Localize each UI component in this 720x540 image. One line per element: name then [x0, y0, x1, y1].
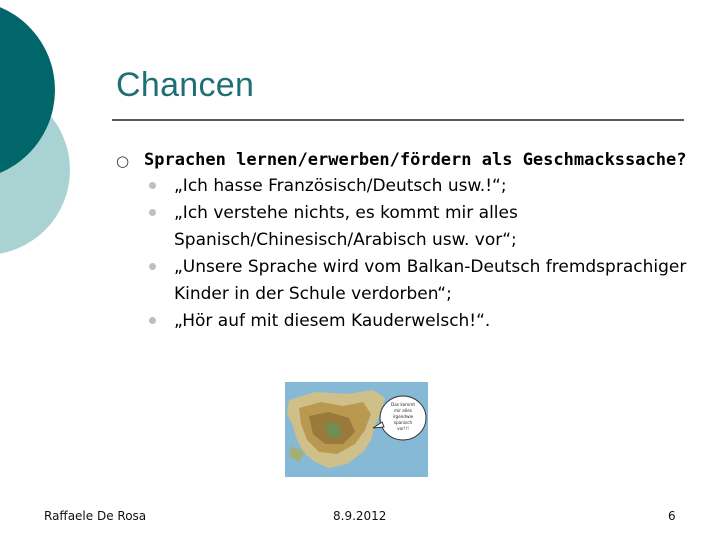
decorative-circles	[0, 0, 90, 300]
footer-page-number: 6	[668, 509, 676, 523]
svg-text:Das kommt: Das kommt	[391, 402, 415, 407]
dot-bullet-icon	[149, 209, 156, 216]
main-bullet	[116, 148, 706, 173]
slide-body	[116, 148, 706, 335]
sub-bullet-list	[116, 173, 706, 335]
footer-author: Raffaele De Rosa	[44, 509, 147, 523]
sub-bullet-text: „Hör auf mit diesem Kauderwelsch!“.	[174, 311, 491, 331]
spain-map-image	[285, 382, 428, 477]
svg-text:spanisch: spanisch	[393, 420, 413, 425]
list-item	[116, 173, 706, 200]
main-bullet-text: Sprachen lernen/erwerben/fördern als Geschmackssache?	[144, 150, 687, 170]
slide-title: Chancen	[116, 66, 255, 104]
dot-bullet-icon	[149, 182, 156, 189]
list-item	[116, 200, 706, 254]
spain-map-graphic	[285, 382, 428, 477]
footer-date: 8.9.2012	[333, 509, 387, 523]
list-item	[116, 254, 706, 308]
hollow-circle-bullet-icon: ○	[116, 152, 130, 170]
title-divider	[112, 119, 684, 121]
sub-bullet-text: „Unsere Sprache wird vom Balkan-Deutsch fremdsprachiger Kinder in der Schule verdorben“;	[174, 257, 687, 304]
list-item	[116, 308, 706, 335]
dot-bullet-icon	[149, 263, 156, 270]
svg-text:mir alles: mir alles	[394, 408, 412, 413]
sub-bullet-text: „Ich verstehe nichts, es kommt mir alles Spanisch/Chinesisch/Arabisch usw. vor“;	[174, 203, 518, 250]
svg-text:irgendwie: irgendwie	[392, 414, 414, 419]
sub-bullet-text: „Ich hasse Französisch/Deutsch usw.!“;	[174, 176, 507, 196]
dot-bullet-icon	[149, 317, 156, 324]
svg-text:vor!!!: vor!!!	[397, 426, 409, 431]
